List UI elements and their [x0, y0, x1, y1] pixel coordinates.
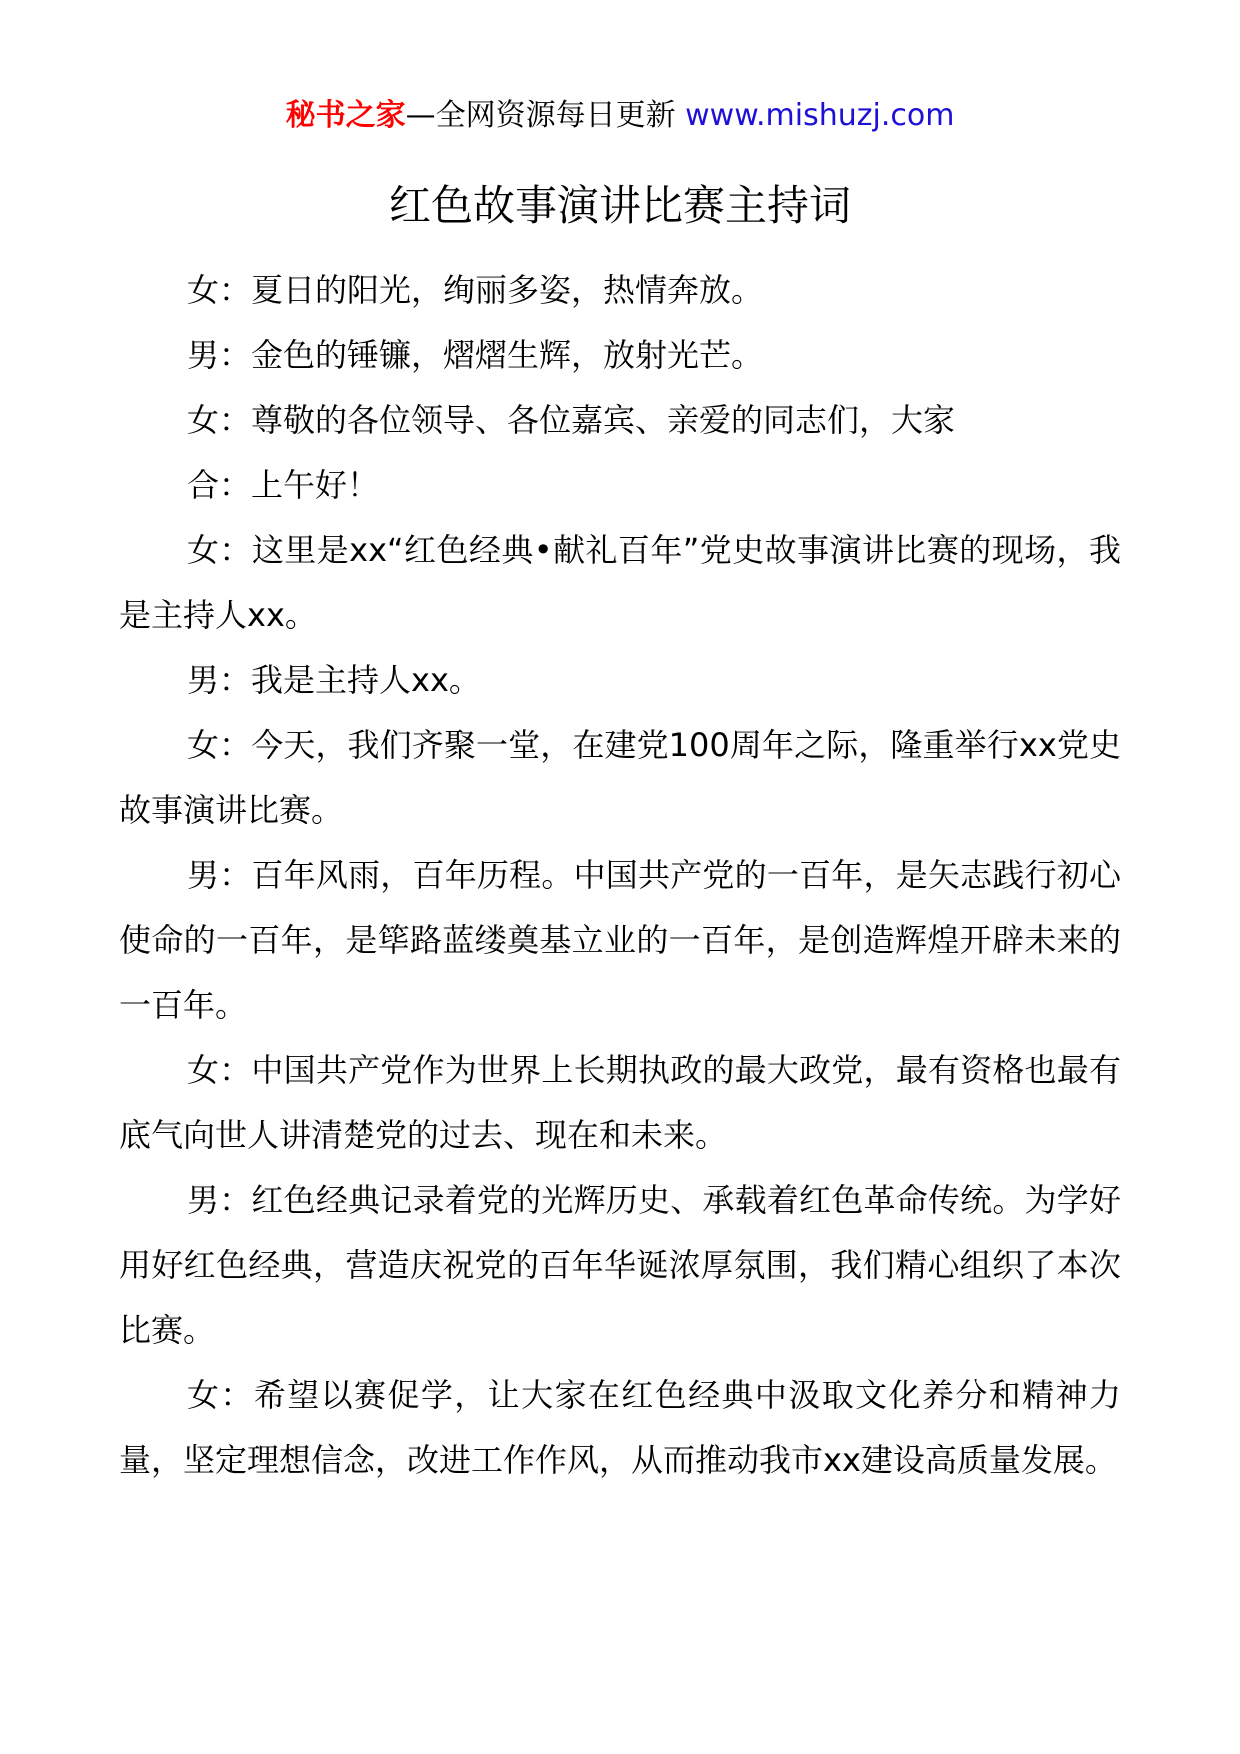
document-body: [119, 258, 1121, 1493]
paragraph: 女：夏日的阳光，绚丽多姿，热情奔放。: [187, 271, 764, 309]
paragraph: 合：上午好！: [187, 466, 380, 504]
paragraph: 男：金色的锤镰，熠熠生辉，放射光芒。: [187, 336, 764, 374]
site-url-link[interactable]: www.mishuzj.com: [685, 98, 955, 133]
paragraph: 女：这里是xx“红色经典•献礼百年”党史故事演讲比赛的现场，我是主持人xx。: [119, 531, 1121, 634]
paragraph: 男：我是主持人xx。: [187, 661, 481, 699]
document-title: 红色故事演讲比赛主持词: [388, 181, 851, 230]
paragraph: 女：中国共产党作为世界上长期执政的最大政党，最有资格也最有底气向世人讲清楚党的过去、现在和未来。: [119, 1051, 1121, 1154]
site-header: [0, 96, 1240, 136]
site-brand: 秘书之家: [285, 98, 406, 133]
site-tagline: —全网资源每日更新: [405, 98, 676, 133]
paragraph: 女：今天，我们齐聚一堂，在建党100周年之际，隆重举行xx党史故事演讲比赛。: [119, 726, 1121, 829]
paragraph: 女：尊敬的各位领导、各位嘉宾、亲爱的同志们，大家: [187, 401, 956, 439]
paragraph: 男：百年风雨，百年历程。中国共产党的一百年，是矢志践行初心使命的一百年，是筚路蓝缕奠基立业的一百年，是创造辉煌开辟未来的一百年。: [119, 856, 1121, 1024]
paragraph: 女：希望以赛促学，让大家在红色经典中汲取文化养分和精神力量，坚定理想信念，改进工作作风，从而推动我市xx建设高质量发展。: [119, 1376, 1121, 1479]
paragraph: 男：红色经典记录着党的光辉历史、承载着红色革命传统。为学好用好红色经典，营造庆祝党的百年华诞浓厚氛围，我们精心组织了本次比赛。: [119, 1181, 1121, 1349]
